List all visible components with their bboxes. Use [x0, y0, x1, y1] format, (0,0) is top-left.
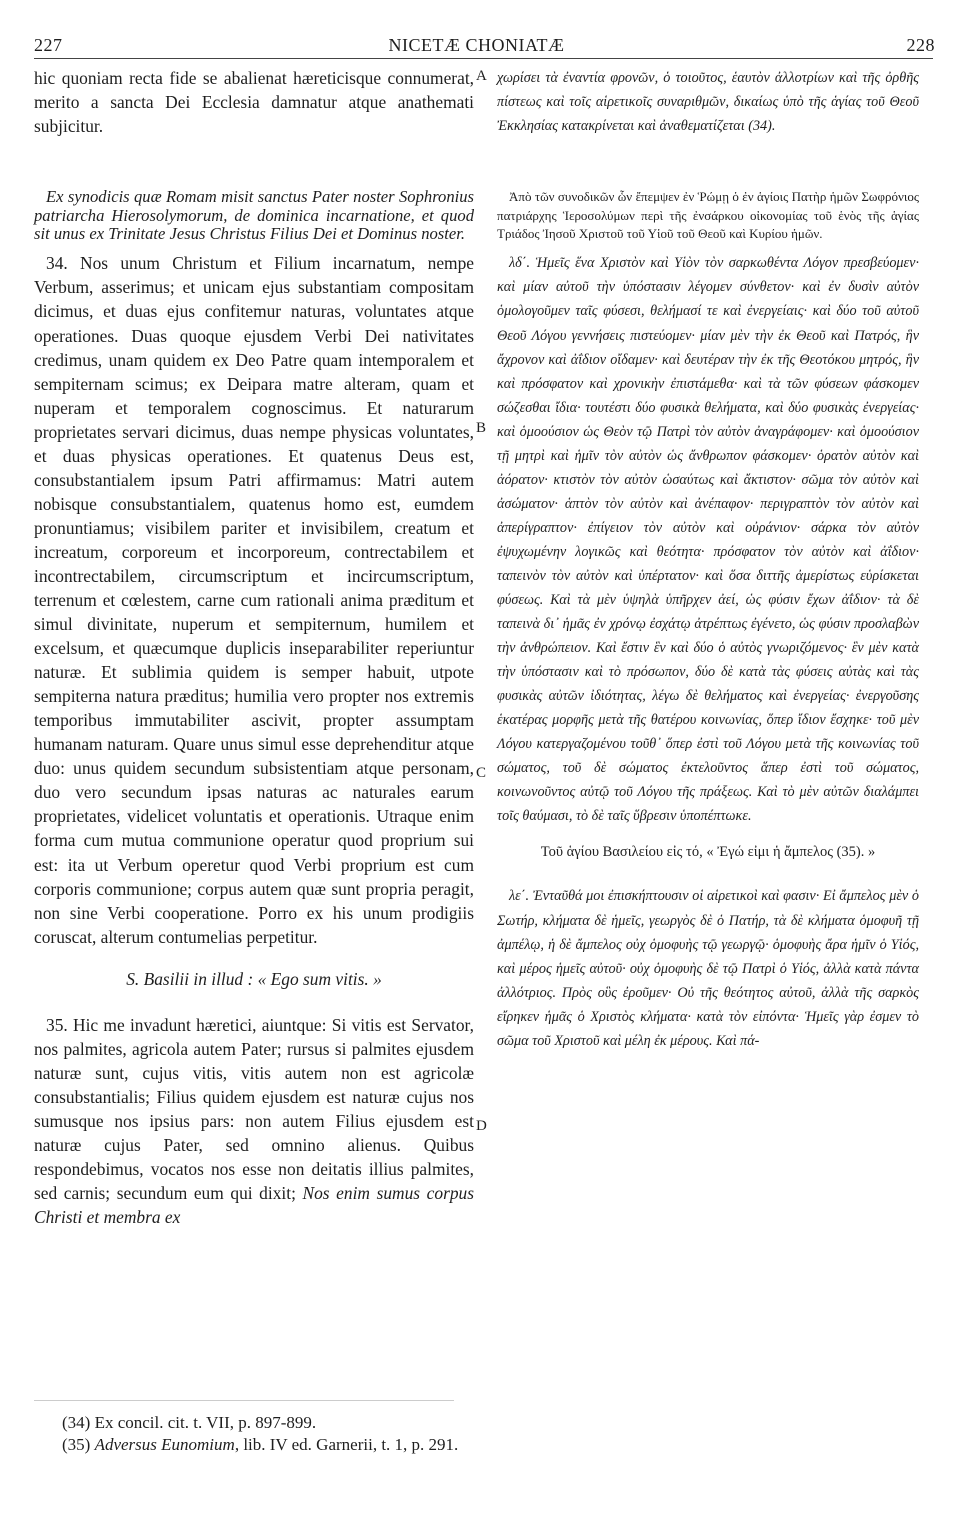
footnotes: [62, 1412, 458, 1456]
header-rule: [34, 58, 933, 59]
page-number-left: 227: [34, 35, 63, 55]
footnote-rule: [34, 1400, 454, 1401]
margin-marker-b: B: [476, 420, 487, 436]
latin-column: [34, 66, 474, 1229]
greek-paragraph-35: λε΄. Ἐνταῦθά μοι ἐπισκήπτουσιν οἱ αἱρετικοὶ καὶ φασιν· Εἰ ἄμπελος μὲν ὁ Σωτήρ, κλήματα δὲ ἡμεῖς, γεωργὸς δὲ ὁ Πατήρ, τὰ δὲ κλήματα ὁμοφυῆ τῇ ἀμπέλῳ, ἡ δὲ ἄμπελος οὐχ ὁμοφυὴς τῷ γεωργῷ· ὁμοφυὴς ἄρα ἡμῖν ὁ Υἱός, καὶ μέρος ἡμεῖς αὐτοῦ· οὐχ ὁμοφυὴς δὲ τῷ Πατρὶ ὁ Υἱός, ἀλλὰ κατὰ πάντα ἀλλότριος. Πρὸς οὓς ἐροῦμεν· Οὐ τῆς θεότητος αὐτοῦ, ἀλλὰ τῆς σαρκὸς εἴρηκεν ἡμᾶς ὁ Χριστὸς κλήματα· κατὰ τὸν εἰπόντα· Ἡμεῖς γὰρ ἐσμεν τὸ σῶμα τοῦ Χριστοῦ καὶ μέλη ἐκ μέρους. Καὶ πά-: [497, 888, 919, 1049]
running-title: NICETÆ CHONIATÆ: [388, 35, 565, 55]
latin-section-title: Ex synodicis quæ Romam misit sanctus Pater noster Sophronius patriarcha Hierosolymorum, de dominica incarnatione, et quod sit unus ex Trinitate Jesus Christus Filius Dei et Dominus noster.: [34, 187, 474, 243]
margin-marker-d: D: [476, 1118, 487, 1134]
latin-intro: hic quoniam recta fide se abalienat hæreticisque connumerat, merito a sancta Dei Ecclesia damnatur atque anathemati subjicitur.: [34, 68, 474, 137]
footnote-34: (34) Ex concil. cit. t. VII, p. 897-899.: [62, 1413, 317, 1432]
latin-paragraph-35-quote: Nos enim sumus corpus Christi et membra ex: [34, 1183, 474, 1228]
latin-heading-35: [34, 967, 474, 991]
greek-intro: χωρίσει τὰ ἐναντία φρονῶν, ὁ τοιοῦτος, ἑαυτὸν ἀλλοτρίων καὶ τῆς ὀρθῆς πίστεως καὶ τοῖς αἱρετικοῖς συναριθμῶν, δικαίως ὑπὸ τῆς ἁγίας τοῦ Θεοῦ Ἐκκλησίας κατακρίνεται καὶ ἀναθεματίζεται (34).: [497, 70, 919, 135]
footnote-35-pre: (35): [62, 1435, 95, 1454]
page-number-right: 228: [906, 35, 935, 55]
footnote-35: [62, 1434, 458, 1456]
greek-section-title: Ἀπὸ τῶν συνοδικῶν ὧν ἔπεμψεν ἐν Ῥώμῃ ὁ ἐν ἁγίοις Πατὴρ ἡμῶν Σωφρόνιος πατριάρχης Ἱεροσολύμων περὶ τῆς ἐνσάρκου οἰκονομίας τοῦ ἑνὸς τῆς ἁγίας Τριάδος Ἰησοῦ Χριστοῦ τοῦ Υἱοῦ τοῦ Θεοῦ καὶ Κυρίου ἡμῶν.: [497, 189, 919, 241]
greek-paragraph-34: λδ΄. Ἡμεῖς ἕνα Χριστὸν καὶ Υἱὸν τὸν σαρκωθέντα Λόγον πρεσβεύομεν· καὶ μίαν αὐτοῦ τὴν ὑπόστασιν λέγομεν σύνθετον· καὶ ἐν δυσὶν αὐτὸν ὁμολογοῦμεν ταῖς φύσεσι, θελήμασί τε καὶ ἐνεργείαις· καὶ δύο τοῦ αὐτοῦ Θεοῦ Λόγου γεννήσεις πιστεύομεν· μίαν μὲν τὴν ἐκ Θεοῦ καὶ Πατρός, ἣν ἄχρονον καὶ ἀΐδιον οἴδαμεν· καὶ δευτέραν τὴν ἐκ τῆς Θεοτόκου μητρός, ἣν καὶ πρόσφατον καὶ χρονικὴν ἐπιστάμεθα· καὶ τὰ τῶν φύσεων φάσκομεν σώζεσθαι ἴδια· τουτέστι δύο φυσικὰ θελήματα, καὶ δύο φυσικὰς ἐνεργείας· καὶ ὁμοούσιον ὡς Θεὸν τῷ Πατρὶ τὸν αὐτὸν ἀναγράφομεν· καὶ ὁμοούσιον τῇ μητρὶ καὶ ἡμῖν τὸν αὐτὸν ὡς ἄνθρωπον φάσκομεν· ὁρατὸν αὐτὸν καὶ ἀόρατον· κτιστὸν τὸν αὐτὸν ὡσαύτως καὶ ἄκτιστον· σῶμα τὸν αὐτὸν καὶ ἀσώματον· ἁπτὸν τὸν αὐτὸν καὶ ἀνέπαφον· περιγραπτὸν τὸν αὐτὸν καὶ ἀπερίγραπτον· ἐπίγειον τὸν αὐτὸν καὶ οὐράνιον· σάρκα τὸν αὐτὸν ἐψυχωμένην λογικῶς καὶ θεότητα· πρόσφατον τὸν αὐτὸν καὶ ἀΐδιον· ταπεινὸν τὸν αὐτὸν καὶ ὑπέρτατον· καὶ ὅσα διττῆς ἀμερίστως εὑρίσκεται φύσεως. Καὶ τὰ μὲν ὑψηλὰ ὑπῆρχεν ἀεί, ὡς φύσιν ἔχων ἀΐδιον· τὰ δὲ ταπεινὰ δι᾽ ἡμᾶς ἐν χρόνῳ ἐσχάτῳ ἀτρέπτως ἐγένετο, ὡς φύσιν προσλαβὼν τὴν ἀνθρώπειον. Καὶ ἔστιν ἓν καὶ δύο ὁ αὐτὸς γνωριζόμενος· ἓν μὲν κατὰ τὴν ὑπόστασιν καὶ τὸ πρόσωπον, δύο δὲ κατὰ τὰς φύσεις αὐτὰς καὶ τὰς φυσικὰς αὐτῶν ἰδιότητας, λέγω δὲ θελήματος καὶ ἐνεργείας· ἐνεργοῦσης ἑκατέρας μορφῆς μετὰ τῆς θατέρου κοινωνίας, ὅπερ ἴδιον ἔσχηκε· τοῦ μὲν Λόγου κατεργαζομένου τοῦθ᾽ ὅπερ ἐστὶ τοῦ Λόγου μετὰ τῆς κοινωνίας τοῦ σώματος, τοῦ δὲ σώματος ἐκτελοῦντος ἅπερ ἐστὶ τοῦ σώματος, κοινωνοῦντος αὐτῷ τοῦ Λόγου τῆς πράξεως. Καὶ τὸ μὲν αὐτῶν διαλάμπει τοῖς θαύμασι, τὸ δὲ ταῖς ὕβρεσιν ὑποπέπτωκε.: [497, 255, 919, 825]
footnote-35-post: , lib. IV ed. Garnerii, t. 1, p. 291.: [234, 1435, 459, 1454]
margin-marker-c: C: [476, 765, 487, 781]
latin-paragraph-34: 34. Nos unum Christum et Filium incarnatum, nempe Verbum, asserimus; et unicam ejus substantiam compositam dicimus, et duas ejus confitemur naturas, voluntates atque operationes. Duas quoque ejusdem Verbi Dei nativitates credimus, unam quidem ex Deo Patre quam intemporalem et sempiternam scimus; ex Deipara matre alteram, quam et nuperam et temporalem cognoscimus. Et naturarum proprietates servari dicimus, duas nempe physicas voluntates, et duas physicas operationes. Et quatenus Deus est, consubstantialem ipsum Patri affirmamus: Matri autem nobisque consubstantialem, quatenus homo est, eumdem pronuntiamus; visibilem pariter et invisibilem, creatum et increatum, corporeum et incorporeum, contrectabilem et incontrectabilem, circumscriptum et incircumscriptum, terrenum et cœlestem, carne cum rationali anima præditum et simul divinitate, nuperum et sempiternum, humilem et excelsum, et quæcumque duplicis inseparabiliter reperiuntur naturæ. Et sublimia quidem is semper habuit, utpote sempiterna natura præditus; humilia vero propter nos extremis temporibus immutabiliter ascivit, propter assumptam humanam naturam. Quare unus simul esse deprehenditur atque duo: unus quidem secundum subsistentiam atque personam, duo vero secundum ipsas naturas ac naturales earum proprietates, videlicet voluntatis et operationis. Utraque enim forma cum mutua communione operatur quod proprium sui est: ita ut Verbum operetur quod Verbi proprium est cum corporis communione; corpus autem quæ sunt propria peragit, non sine Verbi cooperatione. Porro ex his unum prodigiis coruscat, alterum contumelias perpetitur.: [34, 253, 474, 947]
margin-marker-a: A: [476, 68, 487, 84]
greek-column: [497, 66, 919, 1053]
latin-paragraph-35: [34, 1013, 474, 1229]
greek-heading-35: Τοῦ ἁγίου Βασιλείου εἰς τό, « Ἐγώ εἰμι ἡ ἄμπελος (35). »: [540, 844, 876, 861]
latin-heading-35-pre: S. Basilii in illud : «: [126, 968, 271, 989]
latin-paragraph-35-text: 35. Hic me invadunt hæretici, aiuntque: Si vitis est Servator, nos palmites, agricola autem Pater; rursus si palmites ejusdem naturæ sunt, cujus vitis, vitis autem non est agricolæ consubstantialis; Filius quidem ejusdem est naturæ cujus nos sumusque nos ipsius pars: non autem Filius ejusdem est naturæ cujus Pater, sed omnino alienus. Quibus respondebimus, vocatos nos esse non deitatis illius palmites, sed carnis; secundum eum qui dixit;: [34, 1014, 474, 1204]
latin-heading-35-quote: Ego sum vitis.: [270, 968, 369, 989]
latin-heading-35-post: »: [368, 968, 382, 989]
footnote-35-title: Adversus Eunomium: [94, 1435, 235, 1454]
